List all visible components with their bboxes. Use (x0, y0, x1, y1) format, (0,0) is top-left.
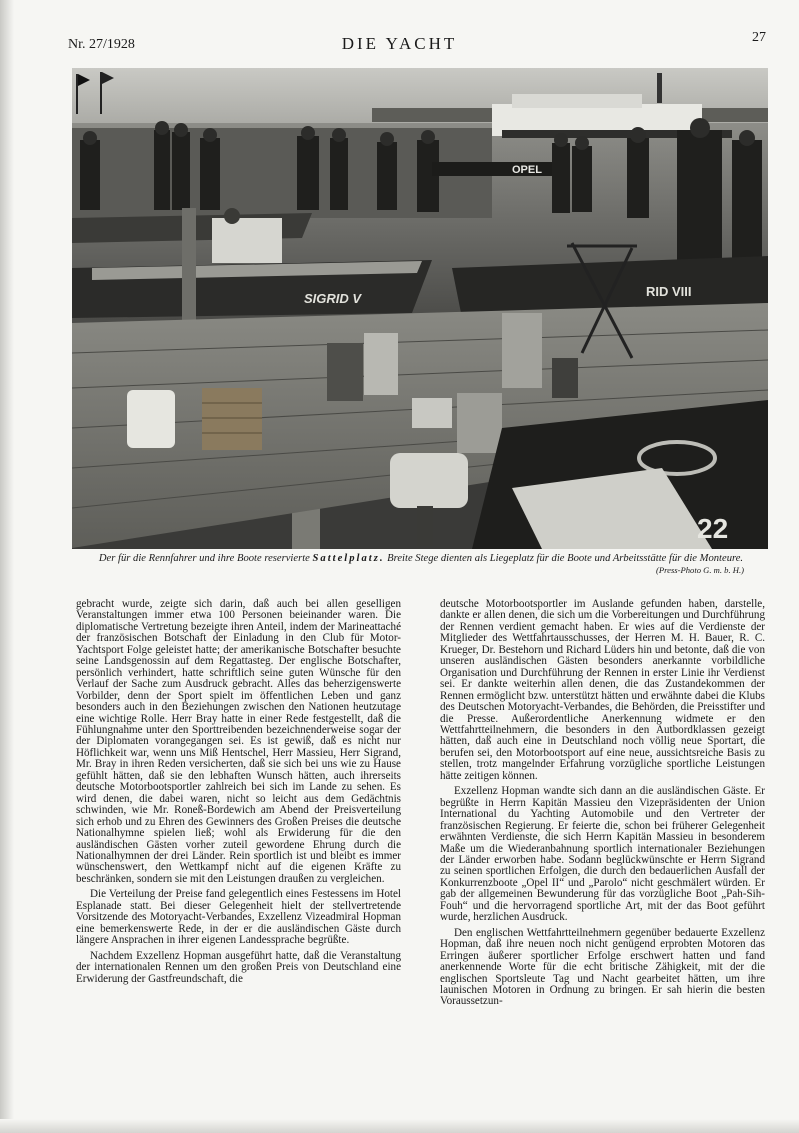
magazine-title: DIE YACHT (341, 34, 458, 53)
photo-credit: (Press-Photo G. m. b. H.) (656, 565, 744, 575)
photo-caption (74, 553, 768, 565)
paragraph: Den englischen Wettfahrtteilnehmern gegenüber bedauerte Exzellenz Hopman, daß ihre neuen noch nicht genügend erprobten Motoren das Erringen äußerer sportlicher Erfolge erschwert hatten und fand anerkennende Worte für die echt britische Zähigkeit, mit der die englischen Sportsleute Tag und Nacht gearbeitet hätten, um ihre launischen Motoren in Ordnung zu bringen. Er sah hierin die besten Voraussetzun- (440, 926, 765, 1008)
page-bottom-shadow (0, 1119, 799, 1133)
article-column-left (76, 599, 401, 985)
page-spine-shadow (0, 0, 14, 1133)
page-number: 27 (752, 30, 766, 45)
article-column-right (440, 599, 765, 1008)
harbor-photo (72, 68, 768, 549)
paragraph: gebracht wurde, zeigte sich darin, daß auch bei allen geselligen Veranstaltungen immer etwa 100 Personen beieinander waren. Die diplomatische Vertretung bezeigte ihren Anteil, indem der Marineattaché der französischen Botschaft der Einladung in den Club für Motor-Yachtsport Folge geleistet hatte; der amerikanische Botschafter besuchte seine Landsgenossin auf dem Regattasteg. Der englische Botschafter, persönlich verhindert, hatte schriftlich seine guten Wünsche für den Verlauf der Sache zum Ausdruck gebracht. Alles das beherzigenswerte Vorbilder, denn der Sport spielt im öffentlichen Leben und ganz besonders auch in den Beziehungen zwischen den Nationen heutzutage eine wichtige Rolle. Herr Bray hatte in einer Rede festgestellt, daß die Fühlungnahme unter den Sporttreibenden bezeichnenderweise sogar der der Diplomaten vorangegangen sei. Es ist gewiß, daß es nicht nur Höflichkeit war, wenn uns Miß Hentschel, Herr Massieu, Herr Sigrand, Mr. Bray in ihren Reden versicherten, daß sie sich bei uns wie zu Hause gefühlt hätten, daß sie den lebhaften Wunsch hätten, auch ihrerseits deutsche Motorbootsportler zahlreich bei sich im Lande zu sehen. Es wird denen, die dabei waren, nicht so leicht aus dem Gedächtnis schwinden, wie Mr. Roneß-Bordewich am Abend der Preisverteilung sich erhob und zu Ehren des Gewinners des Großen Preises die deutsche Nationalhymne spielen ließ; wohl als Erwiderung für die den ausländischen Gästen vorher zuteil gewordene Ehrung durch die Nationalhymnen der drei Länder. Rein sportlich ist und bleibt es immer wünschenswert, den Wettkampf nicht auf die eigenen Kräfte zu beschränken, sondern sie mit den Leistungen draußen zu vergleichen. (76, 598, 401, 885)
paragraph: Nachdem Exzellenz Hopman ausgeführt hatte, daß die Veranstaltung der internationalen Rennen um den großen Preis von Deutschland eine Erwiderung der Gastfreundschaft, die (76, 949, 401, 985)
caption-spaced-word: Sattelplatz. (312, 553, 385, 564)
caption-lead: Der für die Rennfahrer und ihre Boote reservierte (98, 553, 310, 564)
banner-text: OPEL (512, 164, 542, 176)
boat-number: 22 (697, 513, 729, 544)
caption-rest: Breite Stege dienten als Liegeplatz für die Boote und Arbeitsstätte für die Monteure. (387, 553, 744, 564)
issue-number: Nr. 27/1928 (68, 37, 135, 52)
paragraph: deutsche Motorbootsportler im Auslande gefunden haben, darstelle, dankte er allen denen, die sich um die Vorbereitungen und Durchführung der Rennen verdient gemacht haben. Er wies auf die Verdienste der Mitglieder des Wettfahrtausschusses, der Herren M. H. Bauer, R. C. Krueger, Dr. Bestehorn und Richard Lüders hin und betonte, daß die von unseren ausländischen Gästen besonders anerkannte vorbildliche Organisation und Durchführung der Rennen in erster Linie ihr Verdienst sei. Er dankte weiterhin allen denen, die das Zustandekommen der Rennen ermöglicht bzw. unterstützt hätten und erwähnte dabei die Klubs des Deutschen Motoryacht-Verbandes, die Behörden, die Preisstifter und die Presse. Außerordentliche Anerkennung widmete er den Wettfahrtteilnehmern, die besonders in den Autbordklassen gezeigt hätten, daß auch eine in Deutschland noch völlig neue Sportart, die berufen sei, den Motorbootsport auf eine neue, aussichtsreiche Basis zu stellen, trotz mangelnder Erfahrung vorzügliche sportliche Leistungen hätte zeitigen können. (440, 598, 765, 782)
paragraph: Exzellenz Hopman wandte sich dann an die ausländischen Gäste. Er begrüßte in Herrn Kapitän Massieu den Vizepräsidenten der Union International du Yachting Automobile und den Vertreter der französischen Regierung. Er feierte die, schon bei früherer Gelegenheit erwähnten Verdienste, die sich Herrn Kapitän Massieu in besonderem Maße um die Wiederanbahnung sportlich internationaler Beziehungen der Länder erworben habe. Sodann beglückwünschte er Herrn Sigrand zu seinen sportlichen Erfolgen, die durch den bedauerlichen Ausfall der Konkurrenzboote „Opel II“ und „Parolo“ nicht geschmälert würden. Er gab der allgemeinen Bewunderung für das vorzügliche Boot „Pah-Sih-Fouh“ und die hervorragend sportliche Art, mit der das Boot geführt wurde, herzlichen Ausdruck. (440, 785, 765, 924)
paragraph: Die Verteilung der Preise fand gelegentlich eines Festessens im Hotel Esplanade statt. Bei dieser Gelegenheit hielt der stellvertretende Vorsitzende des Motoryacht-Verbandes, Exzellenz Vizeadmiral Hopman eine bemerkenswerte Rede, in der er die ausländischen Gäste durch längere Ansprachen in ihrer eigenen Landessprache begrüßte. (76, 888, 401, 947)
boat-name-viii: RID VIII (646, 284, 692, 299)
boat-name-sigrid: SIGRID V (304, 291, 362, 306)
